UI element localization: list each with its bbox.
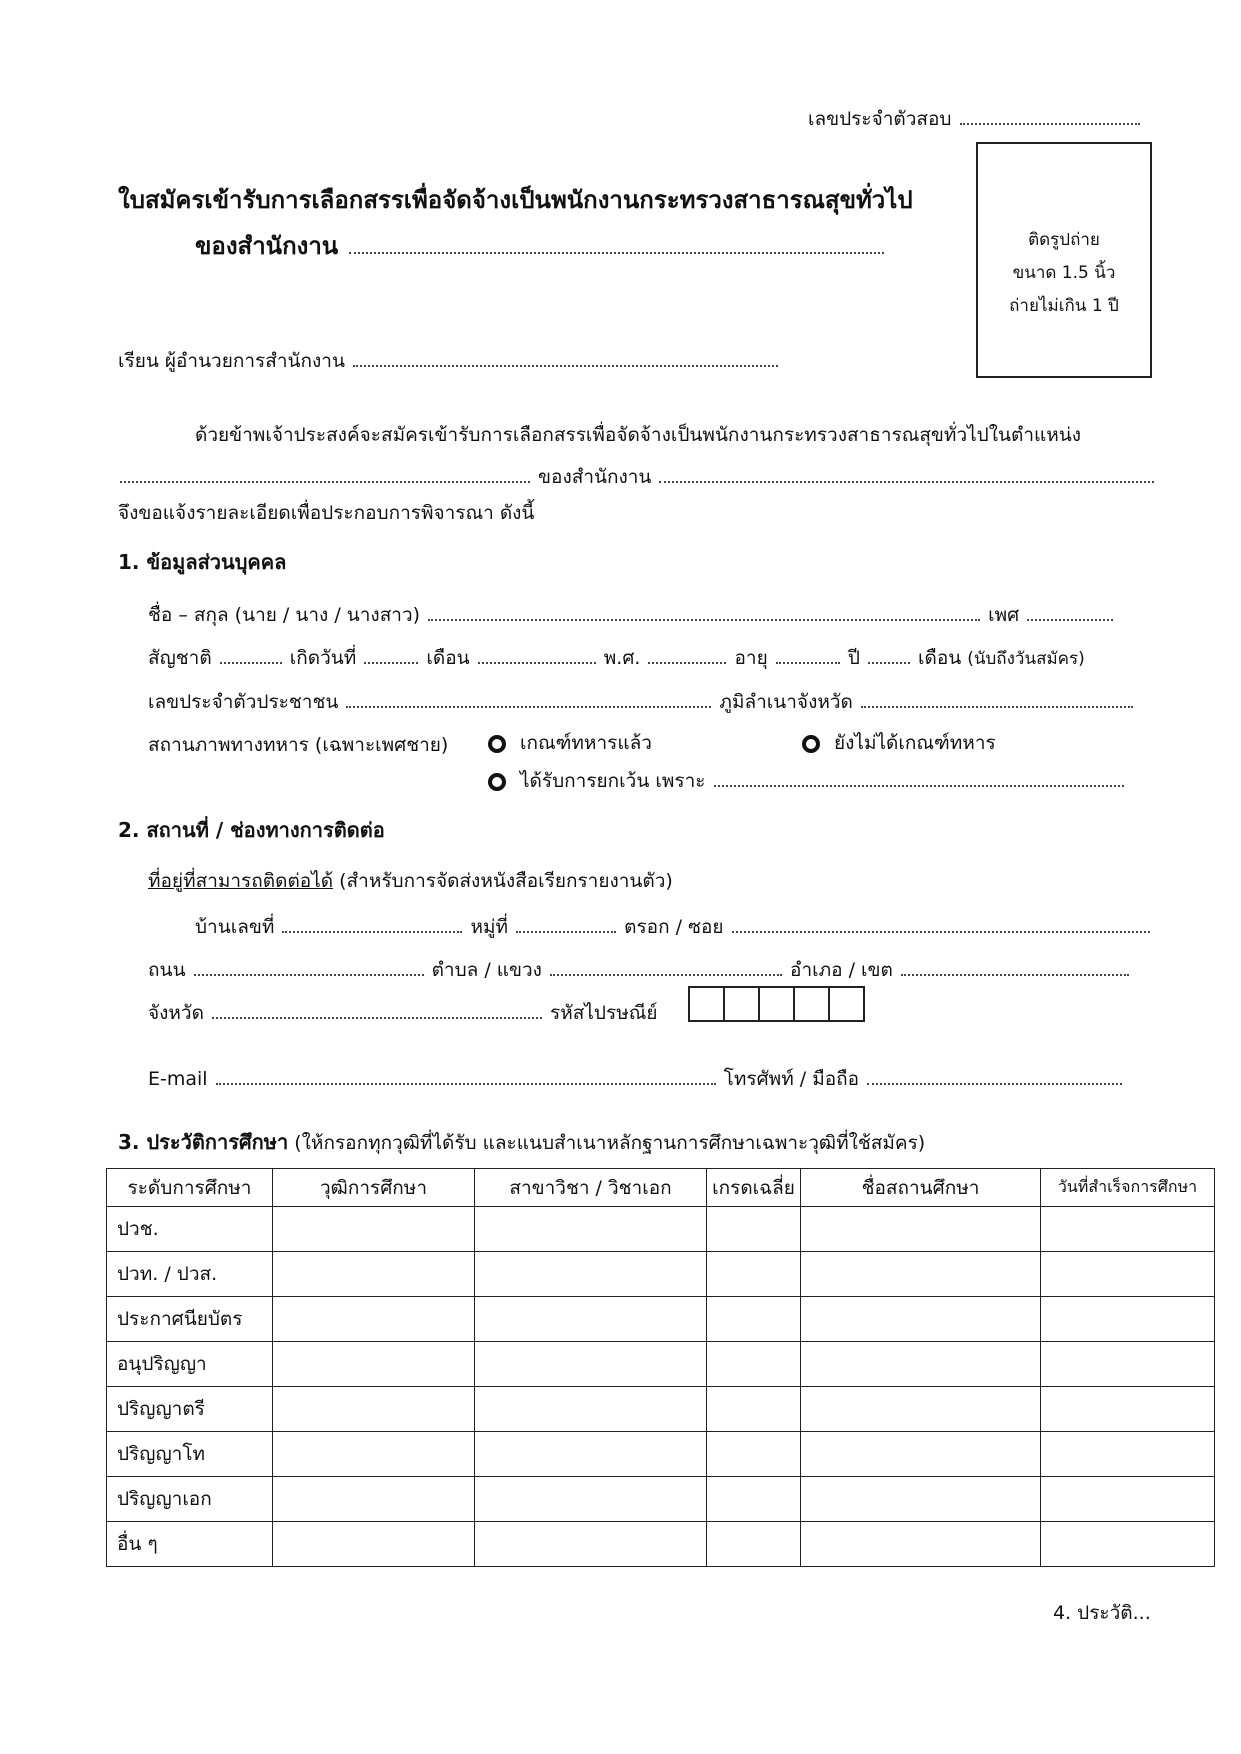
table-cell[interactable] [801, 1342, 1041, 1387]
form-subtitle-row [195, 226, 886, 265]
moo-field[interactable] [516, 913, 616, 933]
postal-digit-box[interactable] [723, 986, 760, 1022]
nationality-label: สัญชาติ [148, 647, 212, 669]
level-cell: ปริญญาตรี [107, 1387, 273, 1432]
position-field[interactable] [120, 463, 530, 483]
level-cell: ปริญญาเอก [107, 1477, 273, 1522]
table-cell[interactable] [707, 1342, 801, 1387]
table-cell[interactable] [1041, 1207, 1215, 1252]
table-cell[interactable] [475, 1522, 707, 1567]
province-field[interactable] [212, 999, 542, 1019]
table-row [107, 1522, 1215, 1567]
military-label: สถานภาพทางทหาร (เฉพาะเพศชาย) [148, 734, 449, 756]
postal-digit-box[interactable] [758, 986, 795, 1022]
table-row [107, 1432, 1215, 1477]
military-option-exempt[interactable] [488, 766, 1126, 796]
years-label: ปี [847, 647, 860, 669]
table-cell[interactable] [273, 1207, 475, 1252]
table-row [107, 1477, 1215, 1522]
level-cell: อื่น ๆ [107, 1522, 273, 1567]
director-office-field[interactable] [353, 347, 778, 367]
table-row [107, 1297, 1215, 1342]
id-row [148, 687, 1135, 717]
phone-field[interactable] [867, 1065, 1122, 1085]
table-row [107, 1252, 1215, 1297]
photo-text-line: ติดรูปถ่าย [1028, 230, 1100, 250]
tambon-field[interactable] [550, 956, 782, 976]
table-cell[interactable] [273, 1342, 475, 1387]
intro-office-label: ของสำนักงาน [538, 466, 652, 488]
form-title: ใบสมัครเข้ารับการเลือกสรรเพื่อจัดจ้างเป็นพนักงานกระทรวงสาธารณสุขทั่วไป [118, 186, 913, 214]
table-cell[interactable] [273, 1432, 475, 1477]
military-option-drafted[interactable] [488, 728, 652, 758]
email-field[interactable] [216, 1065, 716, 1085]
road-row [148, 955, 1131, 985]
table-cell[interactable] [475, 1297, 707, 1342]
military-option-label: ได้รับการยกเว้น เพราะ [520, 770, 706, 792]
photo-instructions [978, 224, 1150, 323]
sex-label: เพศ [988, 604, 1020, 626]
salutation-row [118, 346, 780, 376]
table-cell[interactable] [1041, 1522, 1215, 1567]
table-cell[interactable] [707, 1207, 801, 1252]
table-cell[interactable] [273, 1522, 475, 1567]
postal-digit-box[interactable] [688, 986, 725, 1022]
amphoe-field[interactable] [901, 956, 1129, 976]
table-cell[interactable] [707, 1387, 801, 1432]
birth-year-field[interactable] [648, 644, 726, 664]
contact-row [148, 1064, 1124, 1094]
house-no-field[interactable] [282, 913, 462, 933]
exam-id-row [808, 104, 1142, 134]
table-row [107, 1207, 1215, 1252]
birth-day-field[interactable] [364, 644, 418, 664]
column-header: วุฒิการศึกษา [273, 1169, 475, 1207]
birth-day-label: เกิดวันที่ [289, 647, 357, 669]
name-row [148, 600, 1115, 630]
age-months-field[interactable] [868, 644, 910, 664]
house-row [195, 912, 1152, 942]
table-row [107, 1387, 1215, 1432]
domicile-label: ภูมิลำเนาจังหวัด [719, 691, 853, 713]
road-label: ถนน [148, 959, 186, 981]
form-subtitle: ของสำนักงาน [195, 232, 339, 260]
age-label: อายุ [734, 647, 768, 669]
table-cell[interactable] [801, 1387, 1041, 1432]
table-cell[interactable] [273, 1477, 475, 1522]
birth-month-field[interactable] [478, 644, 596, 664]
postal-code-boxes[interactable] [690, 986, 865, 1022]
soi-label: ตรอก / ซอย [624, 916, 724, 938]
level-cell: ปวช. [107, 1207, 273, 1252]
level-cell: อนุปริญญา [107, 1342, 273, 1387]
table-cell[interactable] [707, 1297, 801, 1342]
level-cell: ประกาศนียบัตร [107, 1297, 273, 1342]
name-label: ชื่อ – สกุล (นาย / นาง / นางสาว) [148, 604, 421, 626]
level-cell: ปวท. / ปวส. [107, 1252, 273, 1297]
sex-field[interactable] [1027, 601, 1113, 621]
section-3-header [118, 1126, 925, 1158]
postal-digit-box[interactable] [793, 986, 830, 1022]
table-cell[interactable] [273, 1297, 475, 1342]
table-cell[interactable] [1041, 1342, 1215, 1387]
photo-text-line: ขนาด 1.5 นิ้ว [1012, 263, 1116, 283]
photo-box [976, 142, 1152, 378]
table-cell[interactable] [475, 1432, 707, 1477]
province-row [148, 998, 657, 1028]
amphoe-label: อำเภอ / เขต [790, 959, 893, 981]
table-cell[interactable] [1041, 1387, 1215, 1432]
table-cell[interactable] [1041, 1297, 1215, 1342]
table-cell[interactable] [801, 1477, 1041, 1522]
photo-text-line: ถ่ายไม่เกิน 1 ปี [1009, 296, 1119, 316]
road-field[interactable] [194, 956, 424, 976]
radio-icon[interactable] [488, 735, 506, 753]
intro-line-3: จึงขอแจ้งรายละเอียดเพื่อประกอบการพิจารณา ดังนี้ [118, 502, 535, 524]
section-2-heading: 2. สถานที่ / ช่องทางการติดต่อ [118, 818, 385, 842]
table-cell[interactable] [801, 1297, 1041, 1342]
table-cell[interactable] [1041, 1432, 1215, 1477]
table-cell[interactable] [801, 1432, 1041, 1477]
birth-row [148, 643, 1085, 673]
address-heading-label: ที่อยู่ที่สามารถติดต่อได้ [148, 870, 334, 892]
postal-digit-box[interactable] [828, 986, 865, 1022]
military-option-label: ยังไม่ได้เกณฑ์ทหาร [834, 732, 996, 754]
tambon-label: ตำบล / แขวง [431, 959, 542, 981]
birth-year-label: พ.ศ. [603, 647, 641, 669]
table-cell[interactable] [707, 1477, 801, 1522]
nationality-field[interactable] [220, 644, 282, 664]
table-cell[interactable] [801, 1252, 1041, 1297]
education-table [106, 1168, 1215, 1567]
soi-field[interactable] [732, 913, 1150, 933]
table-cell[interactable] [475, 1252, 707, 1297]
table-cell[interactable] [801, 1522, 1041, 1567]
exam-id-label: เลขประจำตัวสอบ [808, 108, 952, 130]
column-header: สาขาวิชา / วิชาเอก [475, 1169, 707, 1207]
military-option-label: เกณฑ์ทหารแล้ว [520, 732, 652, 754]
exempt-reason-field[interactable] [714, 767, 1124, 787]
salutation-label: เรียน ผู้อำนวยการสำนักงาน [118, 350, 345, 372]
office-name-field[interactable] [349, 234, 884, 254]
table-cell[interactable] [475, 1342, 707, 1387]
table-cell[interactable] [1041, 1252, 1215, 1297]
table-header-row [107, 1169, 1215, 1207]
level-cell: ปริญญาโท [107, 1432, 273, 1477]
table-cell[interactable] [1041, 1477, 1215, 1522]
column-header: ชื่อสถานศึกษา [801, 1169, 1041, 1207]
email-label: E-mail [148, 1068, 208, 1090]
citizen-id-field[interactable] [346, 688, 711, 708]
military-option-not-drafted[interactable] [802, 728, 996, 758]
table-cell[interactable] [475, 1207, 707, 1252]
table-cell[interactable] [707, 1432, 801, 1477]
column-header: ระดับการศึกษา [107, 1169, 273, 1207]
table-cell[interactable] [273, 1387, 475, 1432]
radio-icon[interactable] [488, 773, 506, 791]
table-row [107, 1342, 1215, 1387]
section-3-heading: 3. ประวัติการศึกษา [118, 1130, 289, 1154]
address-heading [148, 866, 673, 896]
phone-label: โทรศัพท์ / มือถือ [723, 1068, 860, 1090]
section-3-note: (ให้กรอกทุกวุฒิที่ได้รับ และแนบสำเนาหลักฐานการศึกษาเฉพาะวุฒิที่ใช้สมัคร) [294, 1132, 926, 1154]
house-no-label: บ้านเลขที่ [195, 916, 275, 938]
table-cell[interactable] [707, 1252, 801, 1297]
age-years-field[interactable] [776, 644, 840, 664]
table-cell[interactable] [475, 1477, 707, 1522]
months-label: เดือน [917, 647, 962, 669]
exam-id-field[interactable] [960, 105, 1140, 125]
section-1-heading: 1. ข้อมูลส่วนบุคคล [118, 550, 287, 574]
table-cell[interactable] [475, 1387, 707, 1432]
age-note: (นับถึงวันสมัคร) [967, 649, 1085, 669]
domicile-field[interactable] [861, 688, 1133, 708]
next-page-note: 4. ประวัติ... [1053, 1602, 1151, 1624]
column-header: เกรดเฉลี่ย [707, 1169, 801, 1207]
table-cell[interactable] [273, 1252, 475, 1297]
province-label: จังหวัด [148, 1002, 204, 1024]
postal-code-label: รหัสไปรษณีย์ [550, 1002, 658, 1024]
intro-line-1: ด้วยข้าพเจ้าประสงค์จะสมัครเข้ารับการเลือกสรรเพื่อจัดจ้างเป็นพนักงานกระทรวงสาธารณสุขทั่วไปในตำแหน่ง [195, 424, 1082, 446]
intro-line-2 [118, 462, 1156, 492]
table-cell[interactable] [801, 1207, 1041, 1252]
address-note: (สำหรับการจัดส่งหนังสือเรียกรายงานตัว) [339, 870, 673, 892]
citizen-id-label: เลขประจำตัวประชาชน [148, 691, 339, 713]
column-header: วันที่สำเร็จการศึกษา [1041, 1169, 1215, 1207]
table-cell[interactable] [707, 1522, 801, 1567]
intro-office-field[interactable] [659, 463, 1154, 483]
moo-label: หมู่ที่ [470, 916, 509, 938]
radio-icon[interactable] [802, 735, 820, 753]
birth-month-label: เดือน [426, 647, 470, 669]
name-field[interactable] [428, 601, 980, 621]
